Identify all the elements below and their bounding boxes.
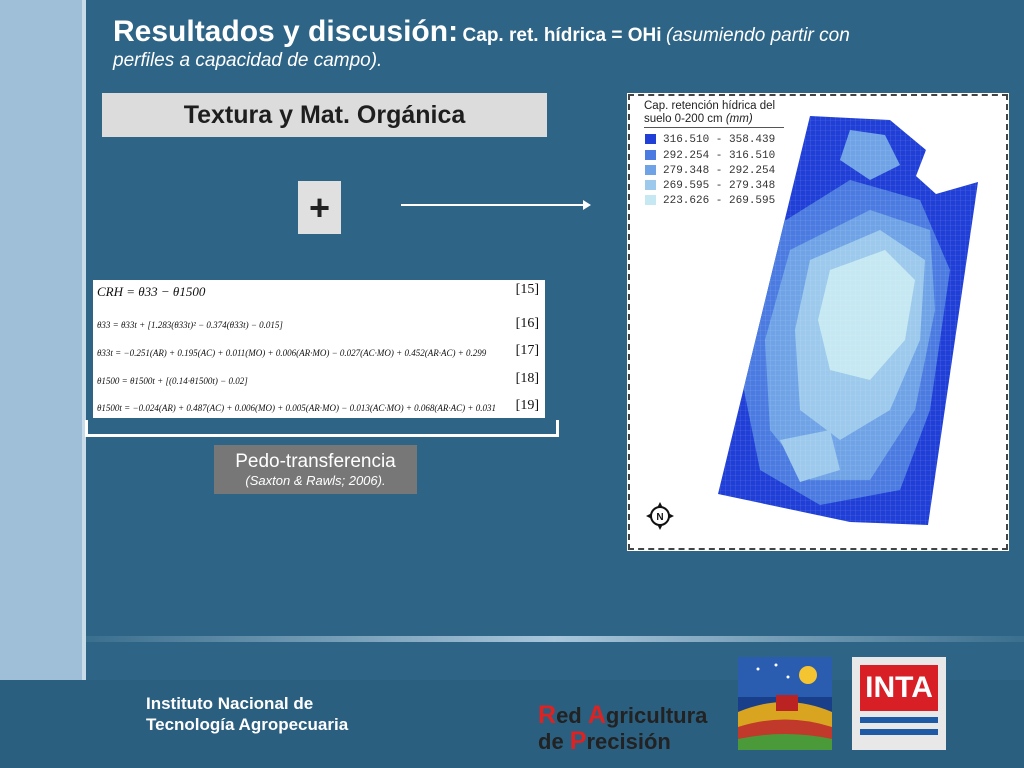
title-note-line2: perfiles a capacidad de campo). [113,50,383,71]
equation-16-number: [16] [515,316,539,331]
equation-15-number: [15] [515,282,539,297]
equations-panel [93,280,545,418]
legend-title-line2: suelo 0-200 cm [644,113,726,126]
footer-divider [86,636,1024,642]
equation-15: CRH = θ33 − θ1500 [97,284,206,299]
equation-16: θ33 = θ33t + [1.283(θ33t)² − 0.374(θ33t) − 0.015] [97,320,283,330]
title-subject: Cap. ret. hídrica = OHi [462,25,662,46]
slide-title [113,14,993,73]
inta-stripe [860,717,938,723]
legend-swatch [645,150,656,160]
north-arrow-icon [644,500,676,532]
equation-17: θ33t = −0.251(AR) + 0.195(AC) + 0.011(MO) + 0.006(AR·MO) − 0.027(AC·MO) + 0.452(AR·AC) + 0.299 [97,348,487,358]
inta-logo-text: INTA [860,665,938,711]
legend-range: 292.254 - 316.510 [663,150,776,162]
legend-range: 223.626 - 269.595 [663,195,776,207]
texture-label: Textura y Mat. Orgánica [102,93,547,137]
equation-19: θ1500t = −0.024(AR) + 0.487(AC) + 0.006(MO) + 0.005(AR·MO) − 0.013(AC·MO) + 0.068(AR·AC) + 0.031 [97,403,496,413]
legend-swatch [645,180,656,190]
legend-range: 279.348 - 292.254 [663,165,776,177]
brace-connector [85,420,559,437]
inta-stripe [860,729,938,735]
pedotransfer-citation: (Saxton & Rawls; 2006). [245,473,386,488]
legend-title-unit: (mm) [725,113,753,126]
pedotransfer-title: Pedo-transferencia [235,451,396,472]
title-note: (asumiendo partir con [666,25,850,46]
equation-19-number: [19] [515,398,539,413]
legend-range: 269.595 - 279.348 [663,180,776,192]
legend-swatch [645,165,656,175]
pedotransfer-label [214,445,417,494]
legend-range: 316.510 - 358.439 [663,134,776,146]
inta-logo [852,657,946,750]
left-band [0,0,82,768]
north-label: N [656,512,664,523]
equation-18: θ1500 = θ1500t + [(0.14·θ1500t) − 0.02] [97,376,248,386]
arrow-icon [401,196,593,214]
legend-swatch [645,134,656,144]
equation-18-number: [18] [515,371,539,386]
institute-line1: Instituto Nacional de [146,694,314,713]
plus-sign: + [298,181,341,234]
legend-title-line1: Cap. retención hídrica del [644,100,776,112]
legend-swatch [645,195,656,205]
left-band-edge [82,0,86,768]
equation-17-number: [17] [515,343,539,358]
institute-name [146,693,348,735]
title-main: Resultados y discusión: [113,15,459,48]
field-water-capacity-map [700,110,990,530]
institute-line2: Tecnología Agropecuaria [146,715,349,734]
red-agricultura-logo-icon [738,657,832,750]
red-agricultura-logo-text: Red Agricultura de Precisión [538,701,708,755]
